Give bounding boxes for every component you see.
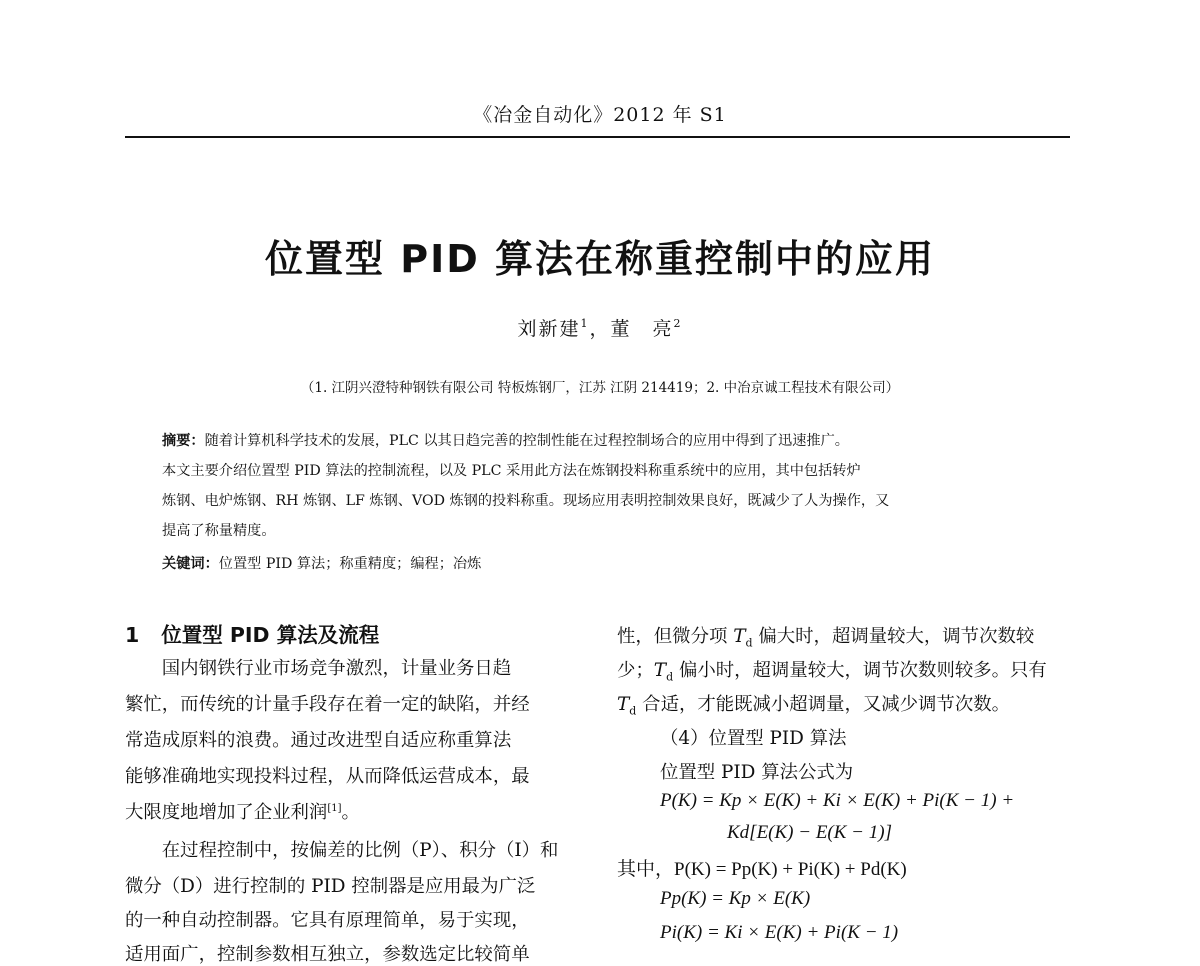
author-2: 董 亮	[610, 318, 674, 340]
formula-line: Pi(K) = Ki × E(K) + Pi(K − 1)	[660, 922, 899, 943]
subsection-heading: （4）位置型 PID 算法	[660, 728, 847, 749]
reference-mark: [1]	[327, 803, 342, 814]
symbol-subscript: d	[629, 704, 637, 718]
text-fragment: 偏小时，超调量较大，调节次数则较多。只有	[673, 660, 1047, 681]
abstract-line	[162, 430, 849, 450]
keywords-text: 位置型 PID 算法；称重精度；编程；冶炼	[218, 556, 482, 572]
running-head: 《冶金自动化》2012 年 S1	[473, 104, 727, 126]
article-title: 位置型 PID 算法在称重控制中的应用	[265, 237, 935, 281]
paragraph-line: 在过程控制中，按偏差的比例（P）、积分（I）和	[125, 840, 559, 861]
paragraph-line	[617, 622, 1034, 650]
affiliation: （1. 江阴兴澄特种钢铁有限公司 特板炼钢厂，江苏 江阴 214419；2. 中冶京诚工程技术有限公司）	[300, 380, 900, 396]
symbol-t: T	[617, 694, 630, 715]
formula-intro: 位置型 PID 算法公式为	[660, 762, 854, 783]
section-number: 1	[125, 623, 140, 647]
author-separator: ，	[589, 318, 611, 340]
section-title: 位置型 PID 算法及流程	[161, 623, 380, 647]
author-line	[0, 314, 1200, 341]
text-fragment: 性，但微分项	[617, 626, 734, 647]
paragraph-line	[125, 798, 360, 824]
text-fragment: 少；	[617, 660, 654, 681]
author-2-mark: 2	[673, 317, 683, 330]
paragraph-line: 国内钢铁行业市场竞争激烈，计量业务日趋	[125, 658, 512, 679]
abstract-line: 炼钢、电炉炼钢、RH 炼钢、LF 炼钢、VOD 炼钢的投料称重。现场应用表明控制效果良好，既减少了人为操作，又	[162, 493, 890, 509]
paragraph-line: 的一种自动控制器。它具有原理简单，易于实现，	[125, 910, 530, 931]
formula-line: Pp(K) = Kp × E(K)	[660, 888, 811, 909]
symbol-t: T	[733, 626, 746, 647]
abstract-text: 随着计算机科学技术的发展，PLC 以其日趋完善的控制性能在过程控制场合的应用中得到了迅速推广。	[204, 433, 849, 449]
formula-line: 其中，P(K) = Pp(K) + Pi(K) + Pd(K)	[617, 859, 907, 880]
paragraph-line	[617, 656, 1047, 684]
author-1: 刘新建	[517, 318, 581, 340]
symbol-t: T	[653, 660, 667, 681]
text-fragment: 偏大时，超调量较大，调节次数较	[752, 626, 1035, 647]
formula-line: Kd[E(K) − E(K − 1)]	[727, 822, 892, 843]
abstract-line: 本文主要介绍位置型 PID 算法的控制流程，以及 PLC 采用此方法在炼钢投料称重系统中的应用，其中包括转炉	[162, 463, 861, 479]
paragraph-line	[617, 690, 1010, 718]
keywords-label: 关键词：	[162, 556, 219, 572]
paragraph-text: 大限度地增加了企业利润	[125, 802, 328, 823]
header-rule	[125, 136, 1070, 138]
paragraph-line: 能够准确地实现投料过程，从而降低运营成本，最	[125, 766, 530, 787]
text-fragment: 合适，才能既减小超调量，又减少调节次数。	[636, 694, 1010, 715]
formula-line: P(K) = Kp × E(K) + Ki × E(K) + Pi(K − 1) +	[660, 790, 1015, 811]
author-1-mark: 1	[580, 317, 590, 330]
symbol-subscript: d	[666, 670, 674, 684]
paragraph-line: 常造成原料的浪费。通过改进型自适应称重算法	[125, 730, 512, 751]
symbol-subscript: d	[745, 636, 753, 650]
paragraph-line: 繁忙，而传统的计量手段存在着一定的缺陷，并经	[125, 694, 530, 715]
abstract-label: 摘要：	[162, 433, 205, 449]
abstract-line: 提高了称量精度。	[162, 523, 276, 539]
keywords-line	[162, 553, 481, 573]
section-heading	[125, 618, 379, 648]
paragraph-line: 适用面广，控制参数相互独立，参数选定比较简单	[125, 944, 530, 965]
paragraph-end: 。	[341, 802, 360, 823]
paragraph-line: 微分（D）进行控制的 PID 控制器是应用最为广泛	[125, 876, 536, 897]
